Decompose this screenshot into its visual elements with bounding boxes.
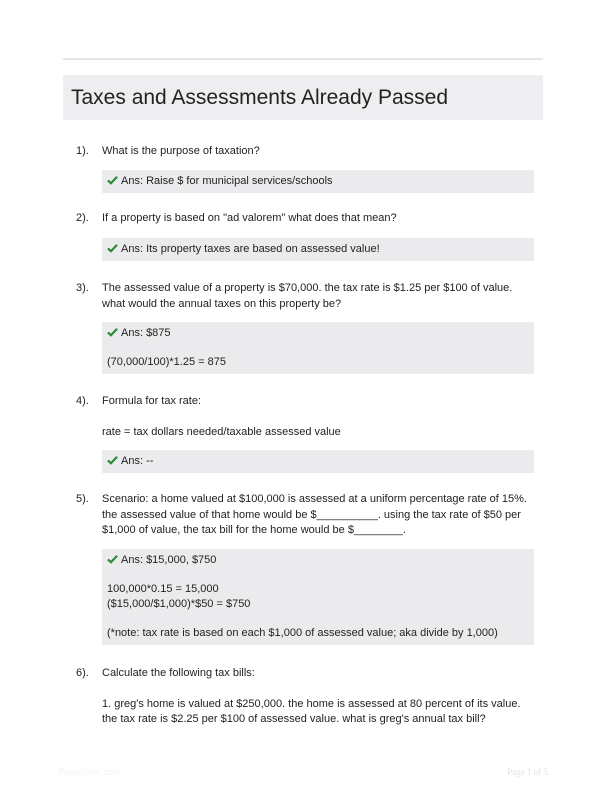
footer-site: PaperSlidc.com — [58, 767, 122, 777]
check-icon — [107, 455, 118, 465]
check-icon — [107, 554, 118, 564]
question-text: Formula for tax rate: — [102, 395, 202, 407]
question-number: 3). — [76, 282, 89, 294]
answer-note: (*note: tax rate is based on each $1,000 of assessed value; aka divide by 1,000) — [107, 626, 498, 639]
question-text: Scenario: a home valued at $100,000 is assessed at a uniform percentage rate of 15%. the assessed value of that home would be $__________. using the tax rate of $50 per $1,000 of value, the tax bill for the home would be $________. — [102, 493, 527, 536]
answer-box — [102, 549, 534, 645]
answer-box — [102, 238, 534, 261]
page-title: Taxes and Assessments Already Passed — [71, 86, 449, 109]
question-detail: 1. greg's home is valued at $250,000. the home is assessed at 80 percent of its value. the tax rate is $2.25 per $100 of assessed value. what is greg's annual tax bill? — [102, 697, 521, 725]
question-number: 1). — [76, 145, 89, 157]
check-icon — [107, 243, 118, 253]
answer-text: Ans: Its property taxes are based on assessed value! — [121, 242, 380, 255]
page-number: Page 1 of 5 — [507, 767, 548, 777]
answer-work-line-2: ($15,000/$1,000)*$50 = $750 — [107, 597, 251, 610]
question-number: 5). — [76, 493, 89, 505]
answer-text: Ans: Raise $ for municipal services/schools — [121, 174, 333, 187]
question-detail: rate = tax dollars needed/taxable assessed value — [102, 425, 341, 438]
answer-work-line-1: 100,000*0.15 = 15,000 — [107, 582, 219, 595]
question-number: 2). — [76, 212, 89, 224]
answer-box — [102, 170, 534, 193]
answer-text: Ans: $875 — [121, 327, 171, 339]
question-number: 6). — [76, 667, 89, 679]
top-divider — [63, 58, 543, 60]
question-number: 4). — [76, 395, 89, 407]
answer-text: Ans: -- — [121, 455, 154, 467]
check-icon — [107, 327, 118, 337]
question-text: Calculate the following tax bills: — [102, 667, 255, 679]
answer-box — [102, 450, 534, 473]
answer-box — [102, 322, 534, 374]
question-text: The assessed value of a property is $70,000. the tax rate is $1.25 per $100 of value. what would the annual taxes on this property be? — [102, 282, 513, 310]
answer-work: (70,000/100)*1.25 = 875 — [107, 356, 226, 368]
title-banner — [63, 75, 543, 120]
answer-text: Ans: $15,000, $750 — [121, 553, 217, 566]
check-icon — [107, 175, 118, 185]
question-text: If a property is based on "ad valorem" what does that mean? — [102, 212, 397, 224]
question-text: What is the purpose of taxation? — [102, 145, 260, 157]
